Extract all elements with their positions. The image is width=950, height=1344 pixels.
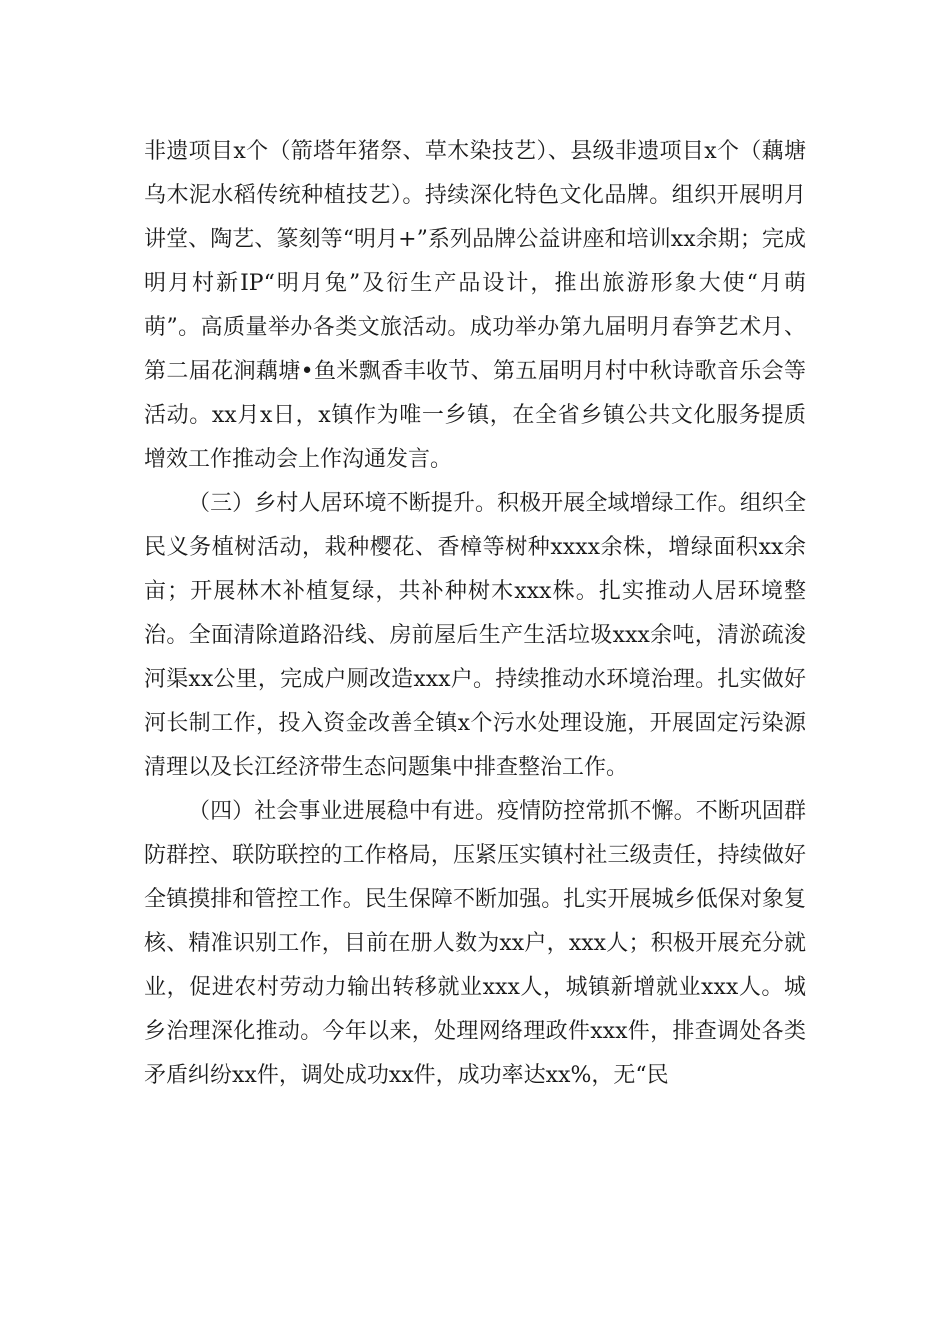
paragraph-living-environment: （三）乡村人居环境不断提升。积极开展全域增绿工作。组织全民义务植树活动，栽种樱花、香樟等树种xxxx余株，增绿面积xx余亩；开展林木补植复绿，共补种树木xxx株。扎实推动人居环境整治。全面清除道路沿线、房前屋后生产生活垃圾xxx余吨，清淤疏浚河渠xx公里，完成户厕改造xxx户。持续推动水环境治理。扎实做好河长制工作，投入资金改善全镇x个污水处理设施，开展固定污染源清理以及长江经济带生态问题集中排查整治工作。	[144, 491, 806, 780]
paragraph-intangible-heritage: 非遗项目x个（箭塔年猪祭、草木染技艺）、县级非遗项目x个（藕塘乌木泥水稻传统种植技艺）。持续深化特色文化品牌。组织开展明月讲堂、陶艺、篆刻等“明月+”系列品牌公益讲座和培训xx余期；完成明月村新IP“明月兔”及衍生产品设计，推出旅游形象大使“月萌萌”。高质量举办各类文旅活动。成功举办第九届明月春笋艺术月、第二届花涧藕塘•鱼米飘香丰收节、第五届明月村中秋诗歌音乐会等活动。xx月x日，x镇作为唯一乡镇，在全省乡镇公共文化服务提质增效工作推动会上作沟通发言。	[144, 139, 806, 472]
paragraph-social-affairs: （四）社会事业进展稳中有进。疫情防控常抓不懈。不断巩固群防群控、联防联控的工作格局，压紧压实镇村社三级责任，持续做好全镇摸排和管控工作。民生保障不断加强。扎实开展城乡低保对象复核、精准识别工作，目前在册人数为xx户，xxx人；积极开展充分就业，促进农村劳动力输出转移就业xxx人，城镇新增就业xxx人。城乡治理深化推动。今年以来，处理网络理政件xxx件，排查调处各类矛盾纠纷xx件，调处成功xx件，成功率达xx%，无“民	[144, 799, 806, 1088]
document-body	[144, 130, 806, 1098]
